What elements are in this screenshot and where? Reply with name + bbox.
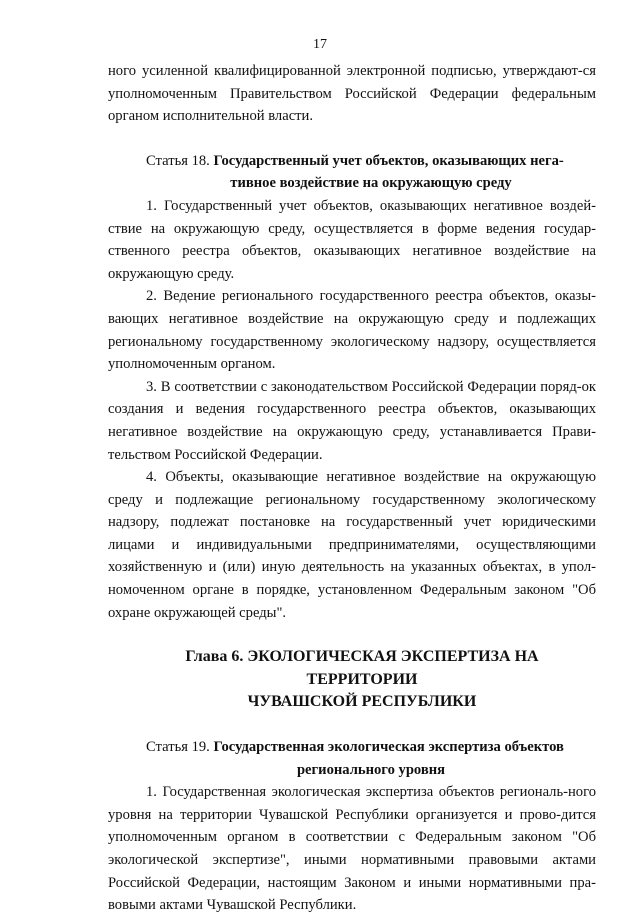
article-18-title-line2: тивное воздействие на окружающую среду [230, 175, 512, 192]
article-18-paragraph-2: 2. Ведение регионального государственного реестра объектов, оказы-вающих негативное воздействие на окружающую среду и подлежащих региональному государственному экологическому надзору, осуществляется уполномоченным органом. [108, 288, 596, 373]
page-number: 17 [313, 37, 327, 52]
article-18-title-line1: Государственный учет объектов, оказывающих нега- [213, 152, 564, 169]
article-18-paragraph-3: 3. В соответствии с законодательством Российской Федерации поряд-ок создания и ведения государственного реестра объектов, оказывающих негативное воздействие на окружающую среду, устанавливается Прави-тельством Российской Федерации. [108, 378, 596, 463]
intro-paragraph: ного усиленной квалифицированной электронной подписью, утверждают-ся уполномоченным Правительством Российской Федерации федеральным органом исполнительной власти. [108, 63, 596, 125]
article-19-title-line2: регионального уровня [296, 761, 446, 778]
article-19-paragraph-1: 1. Государственная экологическая экспертиза объектов региональ-ного уровня на территории Чувашской Республики организуется и прово-дится уполномоченным органом в соответствии с Федеральным законом "Об экологической экспертизе", иными нормативными правовыми актами Российской Федерации, настоящим Законом и иными нормативными пра-вовыми актами Чувашской Республики. [108, 784, 596, 914]
chapter-6-heading-line2: ЧУВАШСКОЙ РЕСПУБЛИКИ [247, 693, 477, 711]
chapter-6-heading-line1: Глава 6. ЭКОЛОГИЧЕСКАЯ ЭКСПЕРТИЗА НА ТЕРРИТОРИИ [185, 648, 539, 688]
article-18-prefix: Статья 18. [146, 152, 210, 169]
article-18-heading [108, 150, 596, 173]
page-content [108, 60, 596, 917]
article-18-paragraph-1: 1. Государственный учет объектов, оказывающих негативное воздей-ствие на окружающую среду, осуществляется в форме ведения государ-ственного реестра объектов, оказывающих негативное воздействие на окружающую среду. [108, 197, 596, 282]
article-19-title-line1: Государственная экологическая экспертиза объектов [213, 739, 564, 756]
article-19-heading [108, 736, 596, 759]
article-18-paragraph-4: 4. Объекты, оказывающие негативное воздействие на окружающую среду и подлежащие региональному государственному экологическому надзору, подлежат постановке на государственный учет юридическими лицами и индивидуальными предпринимателями, осуществляющими хозяйственную и (или) иную деятельность на указанных объектах, в упол-номоченном органе в порядке, установленном Федеральным законом "Об охране окружающей среды". [108, 469, 596, 621]
article-19-prefix: Статья 19. [146, 739, 210, 756]
